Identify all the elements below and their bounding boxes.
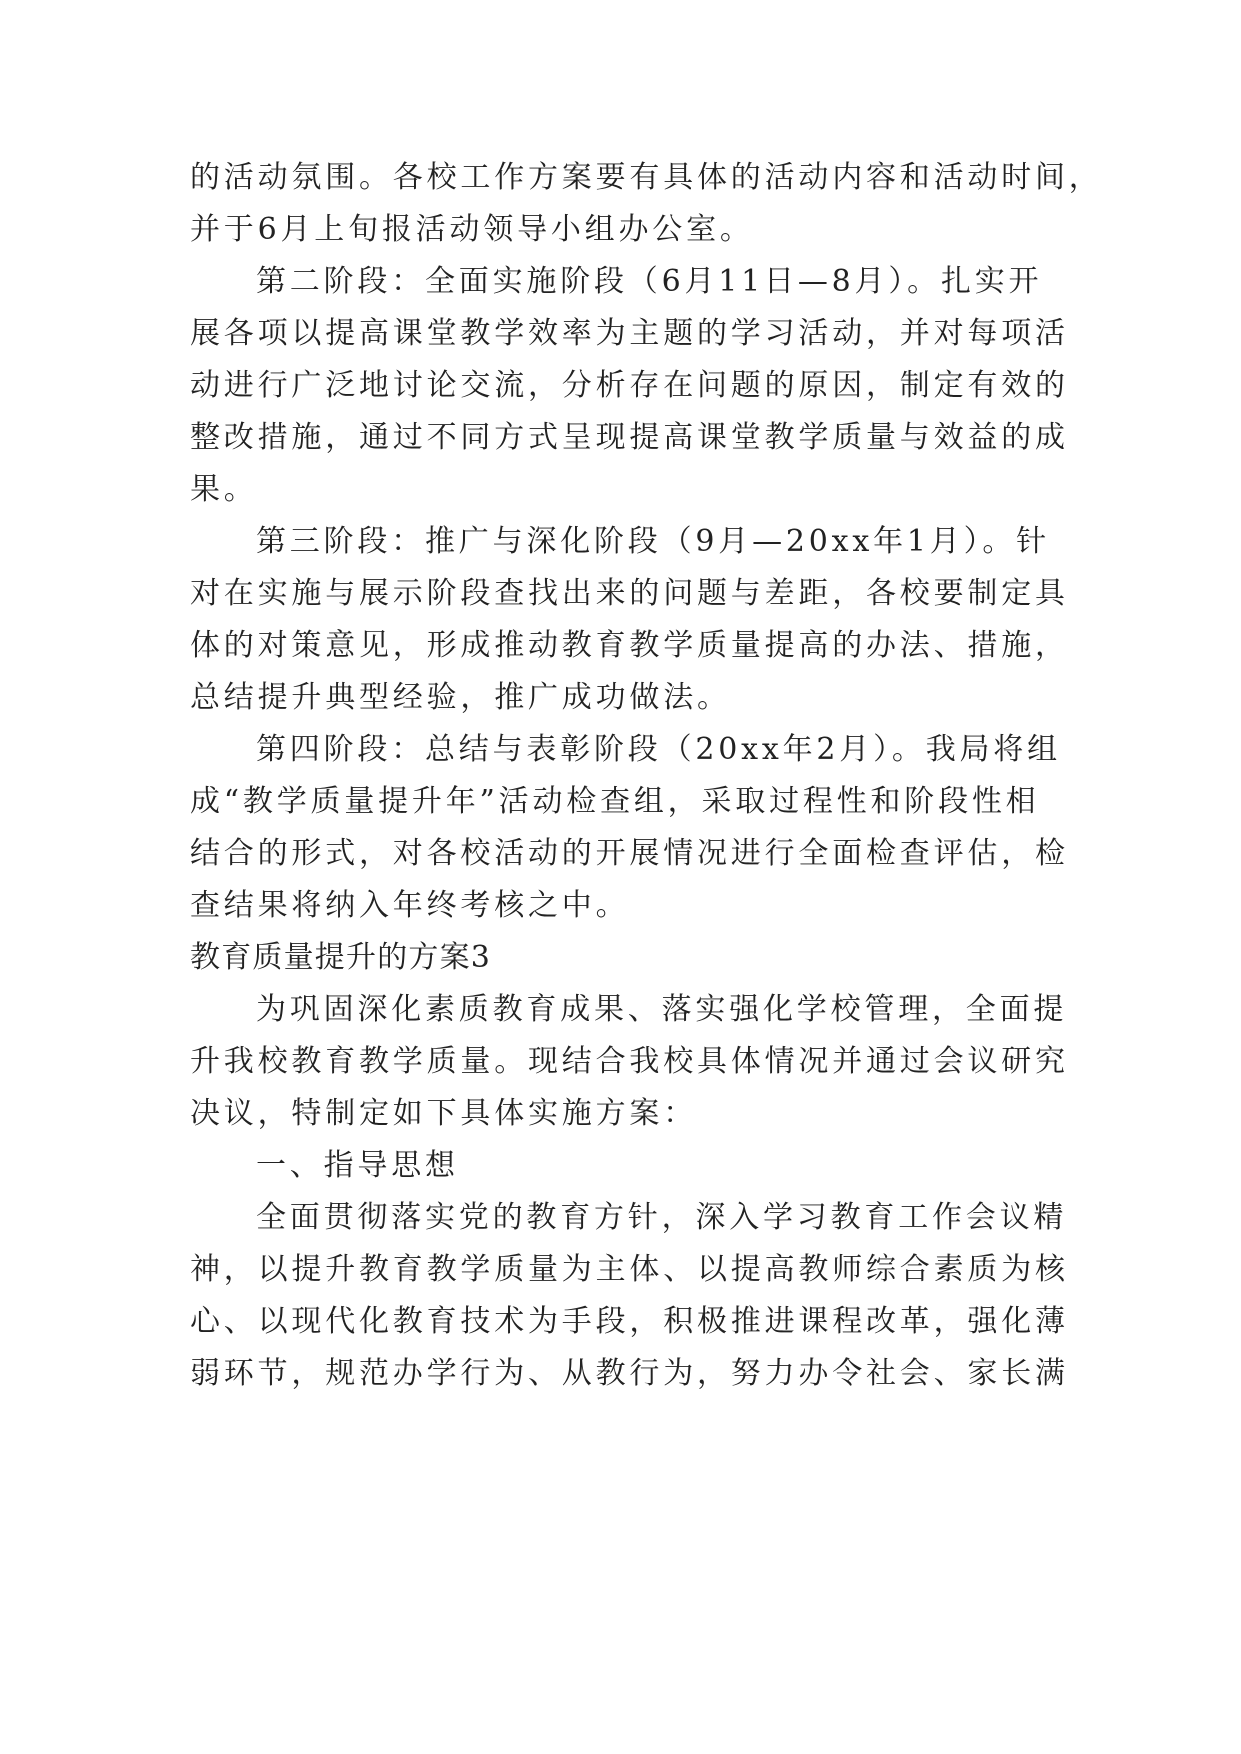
text-line: 整改措施，通过不同方式呈现提高课堂教学质量与效益的成 [190, 420, 1069, 455]
text-line: 展各项以提高课堂教学效率为主题的学习活动，并对每项活 [190, 316, 1069, 351]
text-line: 神，以提升教育教学质量为主体、以提高教师综合素质为核 [190, 1252, 1069, 1287]
paragraph-first-line: 第四阶段：总结与表彰阶段（20xx年2月）。我局将组 [256, 732, 1061, 767]
text-line: 心、以现代化教育技术为手段，积极推进课程改革，强化薄 [190, 1304, 1069, 1339]
text-line: 的活动氛围。各校工作方案要有具体的活动内容和活动时间， [190, 160, 1103, 195]
text-line: 并于6月上旬报活动领导小组办公室。 [190, 212, 754, 247]
text-line: 动进行广泛地讨论交流，分析存在问题的原因，制定有效的 [190, 368, 1069, 403]
text-line: 决议，特制定如下具体实施方案： [190, 1096, 697, 1131]
subsection-heading: 一、指导思想 [256, 1148, 459, 1183]
paragraph-first-line: 为巩固深化素质教育成果、落实强化学校管理，全面提 [256, 992, 1068, 1027]
section-heading: 教育质量提升的方案3 [190, 940, 492, 975]
paragraph-first-line: 第三阶段：推广与深化阶段（9月—20xx年1月）。针 [256, 524, 1050, 559]
text-line: 对在实施与展示阶段查找出来的问题与差距，各校要制定具 [190, 576, 1069, 611]
text-line: 升我校教育教学质量。现结合我校具体情况并通过会议研究 [190, 1044, 1069, 1079]
text-line: 成“教学质量提升年”活动检查组，采取过程性和阶段性相 [190, 784, 1040, 819]
text-line: 果。 [190, 472, 258, 507]
text-line: 结合的形式，对各校活动的开展情况进行全面检查评估，检 [190, 836, 1069, 871]
text-line: 查结果将纳入年终考核之中。 [190, 888, 630, 923]
text-line: 总结提升典型经验，推广成功做法。 [190, 680, 731, 715]
paragraph-first-line: 第二阶段：全面实施阶段（6月11日—8月）。扎实开 [256, 264, 1043, 299]
text-line: 弱环节，规范办学行为、从教行为，努力办令社会、家长满 [190, 1356, 1069, 1391]
paragraph-first-line: 全面贯彻落实党的教育方针，深入学习教育工作会议精 [256, 1200, 1068, 1235]
text-line: 体的对策意见，形成推动教育教学质量提高的办法、措施， [190, 628, 1069, 663]
